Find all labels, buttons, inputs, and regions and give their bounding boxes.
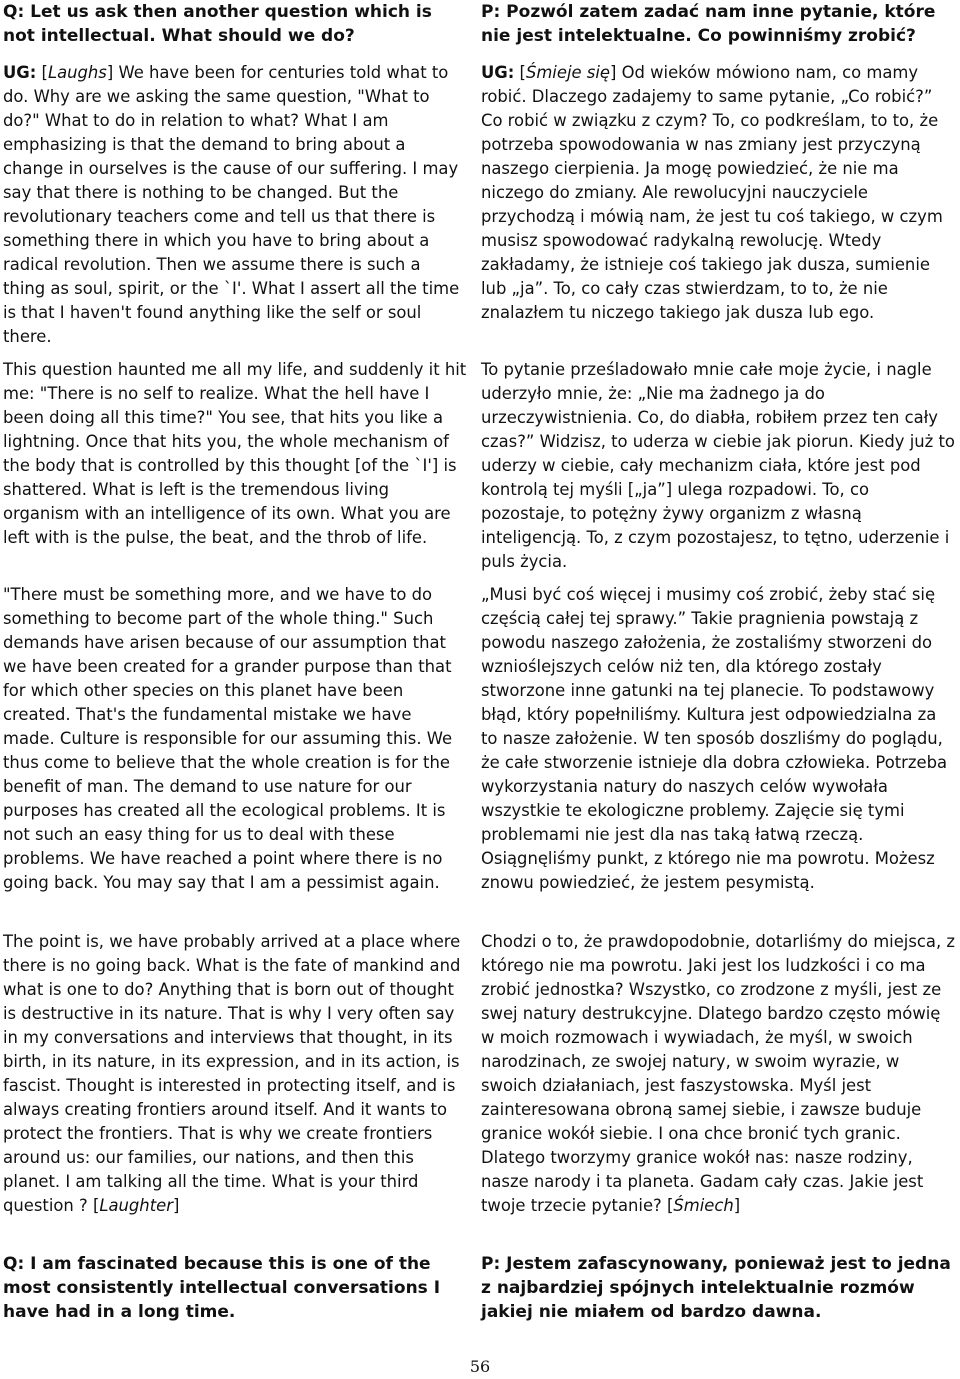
answer-1 xyxy=(481,61,957,325)
stage-bracket-close: ] xyxy=(609,63,617,82)
paragraph-4-text: The point is, we have probably arrived at a place where there is no going back. What is the fate of mankind and what is one to do? Anything that is born out of thought is destructive in its nature. That is why I very often say in my conversations and interviews that thought, in its birth, in its nature, in its expression, and in its action, is fascist. Thought is interested in protecting itself, and is always creating frontiers around itself. And it wants to protect the frontiers. That is why we create frontiers around us: our families, our nations, and then this planet. I am talking all the time. What is your third question ? xyxy=(3,932,461,1215)
paragraph-4-text: Chodzi o to, że prawdopodobnie, dotarliśmy do miejsca, z którego nie ma powrotu. Jaki jest los ludzkości i co ma zrobić jednostka? Wszystko, co zrodzone z myśli, jest ze swej natury destrukcyjne. Dlatego bardzo często mówię w moich rozmowach i wywiadach, że myśl, w swoich narodzinach, ze swojej natury, w swoim wyrazie, w swoich działaniach, jest faszystowska. Myśl jest zainteresowana obroną samej siebie, i zawsze buduje granice wokół siebie. I ona chce bronić tych granic. Dlatego tworzymy granice wokół nas: nasze rodziny, nasze narody i ta planeta. Gadam cały czas. Jakie jest twoje trzecie pytanie? xyxy=(481,932,955,1215)
stage-bracket-close: ] xyxy=(733,1196,741,1215)
stage-direction: Laughs xyxy=(47,63,107,82)
stage-bracket-open: [ xyxy=(36,63,48,82)
answer-1-text: Od wieków mówiono nam, co mamy robić. Dlaczego zadajemy to same pytanie, „Co robić?” Co robić w związku z czym? To, co podkreślam, to to, że potrzeba spowodowania w nas zmiany jest przyczyną naszego cierpienia. Ja mogę powiedzieć, że nie ma niczego do zmiany. Ale rewolucyjni nauczyciele przychodzą i mówią nam, że jest tu coś takiego, w czym musisz spowodować radykalną rewolucję. Wtedy zakładamy, że istnieje coś takiego jak dusza, sumienie lub „ja”. To, co cały czas stwierdzam, to to, że nie znalazłem tu niczego takiego jak dusza lub ego. xyxy=(481,63,943,322)
paragraph-2: To pytanie prześladowało mnie całe moje życie, i nagle uderzyło mnie, że: „Nie ma żadnego ja do urzeczywistnienia. Co, do diabła, robiłem przez ten cały czas?” Widzisz, to uderza w ciebie jak piorun. Kiedy już to uderzy w ciebie, cały mechanizm ciała, które jest pod kontrolą tej myśli [„ja”] ulega rozpadowi. To, co pozostaje, to potężny żywy organizm z własną inteligencją. To, z czym pozostajesz, to tętno, uderzenie i puls życia. xyxy=(481,360,955,571)
stage-bracket-close: ] xyxy=(106,63,114,82)
question-2: Q: I am fascinated because this is one of the most consistently intellectual conversations I have had in a long time. xyxy=(3,1254,441,1322)
stage-bracket-close: ] xyxy=(172,1196,180,1215)
answer-1 xyxy=(3,61,467,349)
stage-bracket-open: [ xyxy=(666,1196,674,1215)
page-number: 56 xyxy=(469,1357,491,1376)
paragraph-2: This question haunted me all my life, and suddenly it hit me: "There is no self to realize. What the hell have I been doing all this time?" You see, that hits you like a lightning. Once that hits you, the whole mechanism of the body that is controlled by this thought [of the `I'] is shattered. What is left is the tremendous living organism with an intelligence of its own. What you are left with is the pulse, the beat, and the throb of life. xyxy=(3,360,467,547)
stage-bracket-open: [ xyxy=(92,1196,100,1215)
stage-direction: Laughter xyxy=(99,1196,173,1215)
speaker-label: UG: xyxy=(481,63,515,82)
question-1: Q: Let us ask then another question which is not intellectual. What should we do? xyxy=(3,2,432,46)
paragraph-3: "There must be something more, and we have to do something to become part of the whole thing." Such demands have arisen because of our assumption that we have been created for a grander purpose than that for which other species on this planet have been created. That's the fundamental mistake we have made. Culture is responsible for our assuming this. We thus come to believe that the whole creation is for the benefit of man. The demand to use nature for our purposes has created all the ecological problems. It is not such an easy thing for us to deal with these problems. We have reached a point where there is no going back. You may say that I am a pessimist again. xyxy=(3,585,453,892)
paragraph-4 xyxy=(3,930,467,1218)
question-1: P: Pozwól zatem zadać nam inne pytanie, które nie jest intelektualne. Co powinniśmy zrobić? xyxy=(481,2,936,46)
stage-direction: Śmieje się xyxy=(525,63,610,82)
paragraph-4 xyxy=(481,930,957,1218)
speaker-label: UG: xyxy=(3,63,37,82)
question-2: P: Jestem zafascynowany, ponieważ jest to jedna z najbardziej spójnych intelektualnie rozmów jakiej nie miałem od bardzo dawna. xyxy=(481,1254,951,1322)
stage-bracket-open: [ xyxy=(514,63,526,82)
paragraph-3: „Musi być coś więcej i musimy coś zrobić, żeby stać się częścią całej tej sprawy.” Takie pragnienia powstają z powodu naszego założenia, że zostaliśmy stworzeni do wznioślejszych celów niż ten, dla którego zostały stworzone inne gatunki na tej planecie. To podstawowy błąd, który popełniliśmy. Kultura jest odpowiedzialna za to nasze założenie. W ten sposób doszliśmy do poglądu, że całe stworzenie istnieje dla dobra człowieka. Potrzeba wykorzystania natury do naszych celów wywołała wszystkie te ekologiczne problemy. Zajęcie się tymi problemami nie jest dla nas taką łatwą rzeczą. Osiągnęliśmy punkt, z którego nie ma powrotu. Możesz znowu powiedzieć, że jestem pesymistą. xyxy=(481,585,948,892)
stage-direction: Śmiech xyxy=(673,1196,734,1215)
answer-1-text: We have been for centuries told what to do. Why are we asking the same question, "What to do?" What to do in relation to what? What I am emphasizing is that the demand to bring about a change in ourselves is the cause of our suffering. I may say that there is nothing to be changed. But the revolutionary teachers come and tell us that there is something there in which you have to bring about a radical revolution. Then we assume there is such a thing as soul, spirit, or the `I'. What I assert all the time is that I haven't found anything like the self or soul there. xyxy=(3,63,460,346)
